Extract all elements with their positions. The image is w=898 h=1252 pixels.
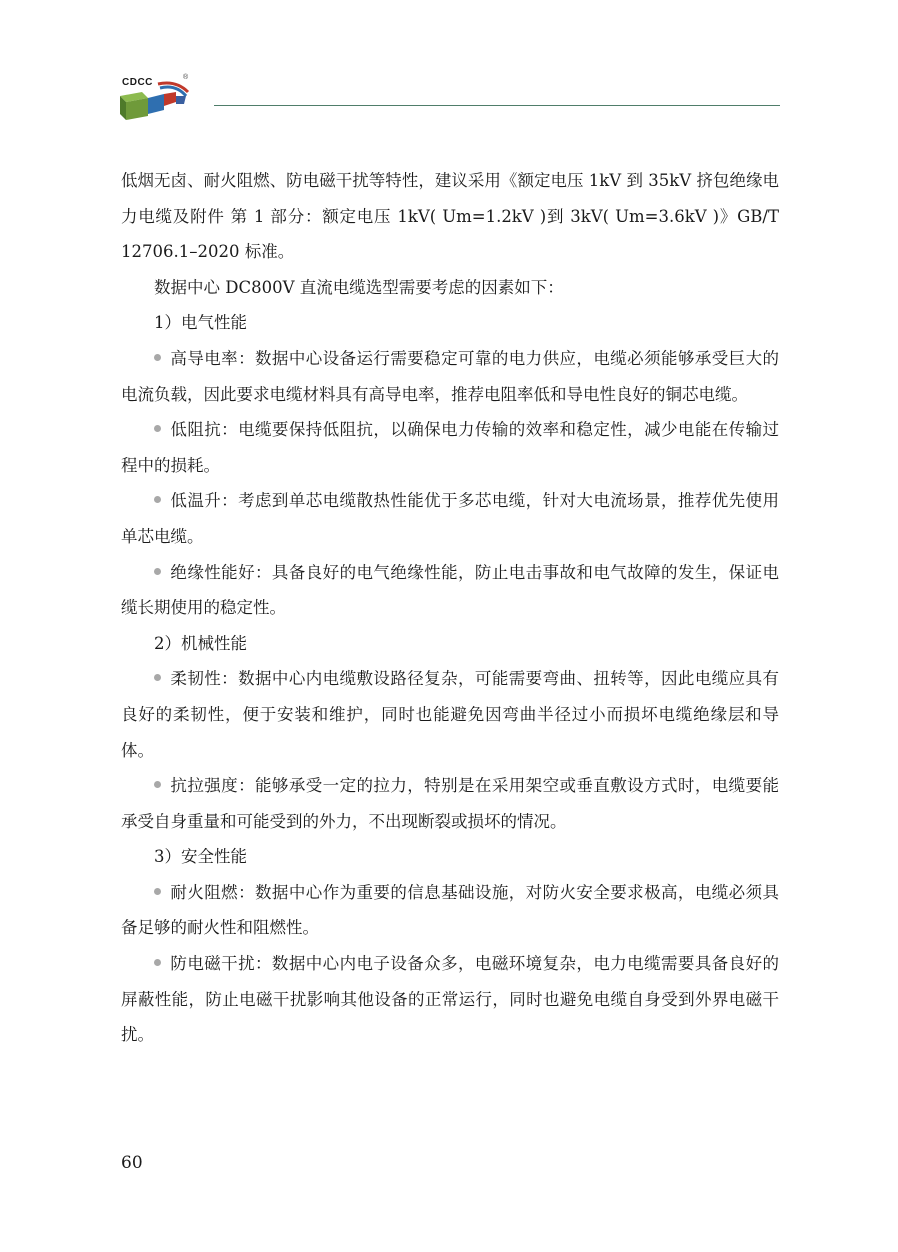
document-body — [121, 163, 779, 1053]
bullet-item — [121, 412, 779, 483]
page-header — [118, 74, 780, 124]
bullet-item — [121, 555, 779, 626]
bullet-text: 抗拉强度：能够承受一定的拉力，特别是在采用架空或垂直敷设方式时，电缆要能承受自身重量和可能受到的外力，不出现断裂或损坏的情况。 — [121, 776, 779, 831]
bullet-dot-icon — [154, 888, 161, 895]
bullet-text: 低阻抗：电缆要保持低阻抗，以确保电力传输的效率和稳定性，减少电能在传输过程中的损耗。 — [121, 420, 779, 475]
bullet-text: 耐火阻燃：数据中心作为重要的信息基础设施，对防火安全要求极高，电缆必须具备足够的耐火性和阻燃性。 — [121, 882, 779, 938]
bullet-item — [121, 768, 779, 839]
bullet-item — [121, 946, 779, 1053]
lead-paragraph: 数据中心 DC800V 直流电缆选型需要考虑的因素如下： — [154, 277, 564, 297]
bullet-dot-icon — [154, 425, 161, 432]
bullet-item — [121, 483, 779, 554]
bullet-text: 低温升：考虑到单芯电缆散热性能优于多芯电缆，针对大电流场景，推荐优先使用单芯电缆。 — [121, 491, 779, 546]
bullet-dot-icon — [154, 568, 161, 575]
bullet-dot-icon — [154, 674, 161, 681]
section-heading: 2）机械性能 — [154, 633, 247, 653]
bullet-item — [121, 875, 779, 946]
bullet-text: 高导电率：数据中心设备运行需要稳定可靠的电力供应，电缆必须能够承受巨大的电流负载，因此要求电缆材料具有高导电率，推荐电阻率低和导电性良好的铜芯电缆。 — [121, 348, 779, 404]
logo-text: CDCC — [122, 77, 153, 88]
bullet-text: 绝缘性能好：具备良好的电气绝缘性能，防止电击事故和电气故障的发生，保证电缆长期使用的稳定性。 — [121, 562, 779, 618]
bullet-item — [121, 661, 779, 768]
page-number: 60 — [121, 1153, 143, 1173]
bullet-text: 防电磁干扰：数据中心内电子设备众多，电磁环境复杂，电力电缆需要具备良好的屏蔽性能，防止电磁干扰影响其他设备的正常运行，同时也避免电缆自身受到外界电磁干扰。 — [121, 954, 779, 1045]
section-heading: 1）电气性能 — [154, 313, 247, 333]
bullet-dot-icon — [154, 959, 161, 966]
registered-mark: ® — [183, 74, 189, 81]
bullet-text: 柔韧性：数据中心内电缆敷设路径复杂，可能需要弯曲、扭转等，因此电缆应具有良好的柔韧性，便于安装和维护，同时也能避免因弯曲半径过小而损坏电缆绝缘层和导体。 — [121, 669, 779, 760]
section-heading: 3）安全性能 — [154, 847, 247, 867]
cdcc-logo — [118, 74, 198, 122]
header-rule — [214, 105, 780, 106]
bullet-item — [121, 341, 779, 412]
intro-paragraph: 低烟无卤、耐火阻燃、防电磁干扰等特性，建议采用《额定电压 1kV 到 35kV 挤包绝缘电力电缆及附件 第 1 部分：额定电压 1kV( Um=1.2kV )到 3kV( Um=3.6kV )》GB/T 12706.1–2020 标准。 — [121, 171, 779, 262]
bullet-dot-icon — [154, 781, 161, 788]
bullet-dot-icon — [154, 496, 161, 503]
bullet-dot-icon — [154, 354, 161, 361]
